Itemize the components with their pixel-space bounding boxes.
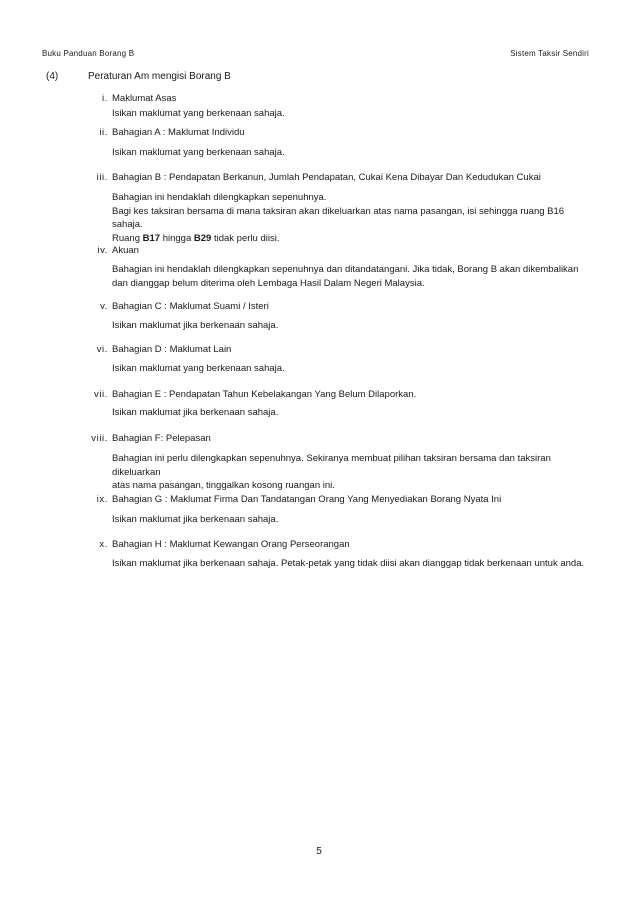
description-line: Bagi kes taksiran bersama di mana taksiran akan dikeluarkan atas nama pasangan, isi sehingga ruang B16 sahaja. (112, 205, 565, 230)
item-numeral: iii. (96, 172, 108, 183)
ruang-suffix: tidak perlu diisi. (211, 232, 280, 244)
ruang-b17: B17 (142, 232, 161, 244)
description-line: Isikan maklumat yang berkenaan sahaja. (112, 363, 285, 374)
description-line: Bahagian ini perlu dilengkapkan sepenuhnya. Sekiranya membuat pilihan taksiran bersama dan taksiran dikeluarkan (112, 453, 551, 478)
item-title: Bahagian G : Maklumat Firma Dan Tandatangan Orang Yang Menyediakan Borang Nyata Ini (112, 494, 502, 505)
description-line: Isikan maklumat jika berkenaan sahaja. Petak-petak yang tidak diisi akan dianggap tidak berkenaan untuk anda. (112, 558, 585, 569)
item-description (112, 362, 594, 376)
description-line: Isikan maklumat jika berkenaan sahaja. (112, 407, 279, 418)
item-description (112, 107, 594, 121)
item-numeral: iv. (97, 245, 108, 256)
item-title: Bahagian F: Pelepasan (112, 433, 211, 444)
item-numeral: vi. (96, 344, 108, 355)
item-title: Bahagian C : Maklumat Suami / Isteri (112, 301, 269, 312)
description-line: Isikan maklumat yang berkenaan sahaja. (112, 147, 285, 158)
item-numeral: v. (100, 301, 108, 312)
description-line: Bahagian ini hendaklah dilengkapkan sepenuhnya. (112, 192, 327, 203)
item-description (112, 557, 594, 571)
description-line: atas nama pasangan, tinggalkan kosong ruangan ini. (112, 480, 335, 491)
section-number: (4) (46, 71, 59, 82)
item-description (112, 513, 594, 527)
item-numeral: ii. (99, 127, 108, 138)
item-numeral: x. (99, 539, 108, 550)
item-description (112, 191, 594, 245)
document-header-system: Sistem Taksir Sendiri (510, 49, 589, 58)
ruang-b29: B29 (193, 232, 212, 244)
description-line (112, 232, 594, 246)
item-title: Bahagian E : Pendapatan Tahun Kebelakangan Yang Belum Dilaporkan. (112, 389, 417, 400)
item-numeral: viii. (91, 433, 108, 444)
section-title: Peraturan Am mengisi Borang B (88, 71, 231, 82)
description-line: Bahagian ini hendaklah dilengkapkan sepenuhnya dan ditandatangani. Jika tidak, Borang B akan dikembalikan (112, 264, 579, 275)
item-description (112, 406, 594, 420)
description-line: Isikan maklumat yang berkenaan sahaja. (112, 108, 285, 119)
item-title: Akuan (112, 245, 139, 256)
item-description (112, 146, 594, 160)
description-line: Isikan maklumat jika berkenaan sahaja. (112, 320, 279, 331)
page-number: 5 (316, 846, 322, 857)
item-title: Bahagian B : Pendapatan Berkanun, Jumlah Pendapatan, Cukai Kena Dibayar Dan Kedudukan Cukai (112, 172, 541, 183)
item-description (112, 452, 594, 493)
item-numeral: vii. (93, 389, 108, 400)
item-title: Bahagian A : Maklumat Individu (112, 127, 245, 138)
item-numeral: i. (102, 93, 108, 104)
item-title: Bahagian D : Maklumat Lain (112, 344, 232, 355)
description-line: Isikan maklumat jika berkenaan sahaja. (112, 514, 279, 525)
ruang-prefix: Ruang (112, 232, 143, 244)
item-title: Maklumat Asas (112, 93, 177, 104)
description-line: dan dianggap belum diterima oleh Lembaga Hasil Dalam Negeri Malaysia. (112, 277, 425, 289)
item-description (112, 263, 594, 290)
item-description (112, 319, 594, 333)
ruang-middle: hingga (160, 232, 194, 244)
item-numeral: ix. (96, 494, 108, 505)
document-header-title: Buku Panduan Borang B (42, 49, 135, 58)
item-title: Bahagian H : Maklumat Kewangan Orang Perseorangan (112, 539, 350, 550)
